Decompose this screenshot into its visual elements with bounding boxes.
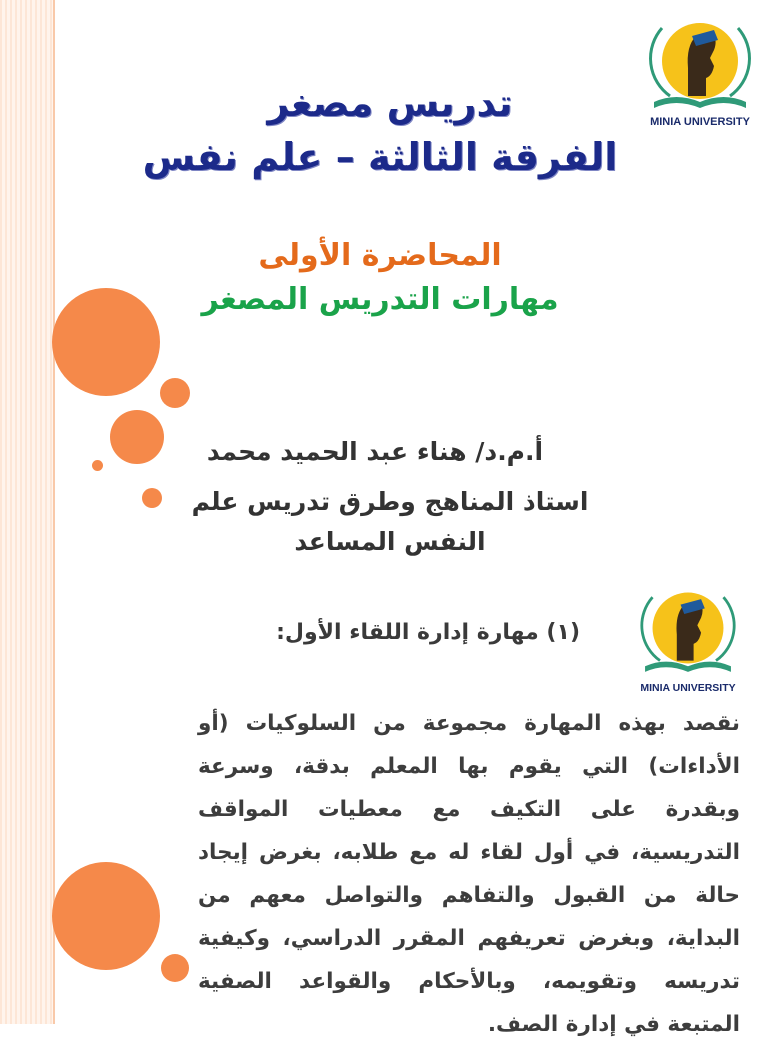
logo-english-caption: MINIA UNIVERSITY [640, 682, 736, 694]
decor-circle-small-3 [161, 954, 189, 982]
university-logo-middle [632, 576, 744, 698]
decor-circle-large-1 [52, 288, 160, 396]
decor-circle-small-1 [160, 378, 190, 408]
decorative-stripe-edge [53, 0, 55, 1024]
lecture-subject: مهارات التدريس المصغر [201, 282, 559, 317]
author-title: استاذ المناهج وطرق تدريس علم النفس المساعد [191, 487, 589, 556]
decor-circle-tiny-1 [92, 460, 103, 471]
university-seal-icon [632, 576, 744, 680]
slide-title-line2: الفرقة الثالثة – علم نفس [142, 135, 618, 179]
slide-title-line1: تدريس مصغر [267, 81, 513, 125]
section-heading: (١) مهارة إدارة اللقاء الأول: [276, 620, 580, 645]
university-logo-top [640, 6, 760, 134]
author-name: أ.م.د/ هناء عبد الحميد محمد [206, 437, 544, 466]
decor-circle-large-2 [52, 862, 160, 970]
section-paragraph: نقصد بهذه المهارة مجموعة من السلوكيات (أو الأداءات) التي يقوم بها المعلم بدقة، وسرعة وبقدرة على التكيف مع معطيات المواقف التدريسية، في أول لقاء له مع طلابه، بغرض إيجاد حالة من القبول والتفاهم والتواصل معهم من البداية، وبغرض تعريفهم المقرر الدراسي، وكيفية تدريسه وتقويمه، وبالأحكام والقواعد الصفية المتبعة في إدارة الصف. [198, 711, 740, 1037]
decor-circle-small-2 [142, 488, 162, 508]
lecture-number: المحاضرة الأولى [258, 238, 502, 273]
university-seal-icon [640, 6, 760, 116]
logo-english-caption: MINIA UNIVERSITY [650, 116, 750, 128]
decor-circle-medium-1 [110, 410, 164, 464]
decorative-stripe [0, 0, 53, 1024]
